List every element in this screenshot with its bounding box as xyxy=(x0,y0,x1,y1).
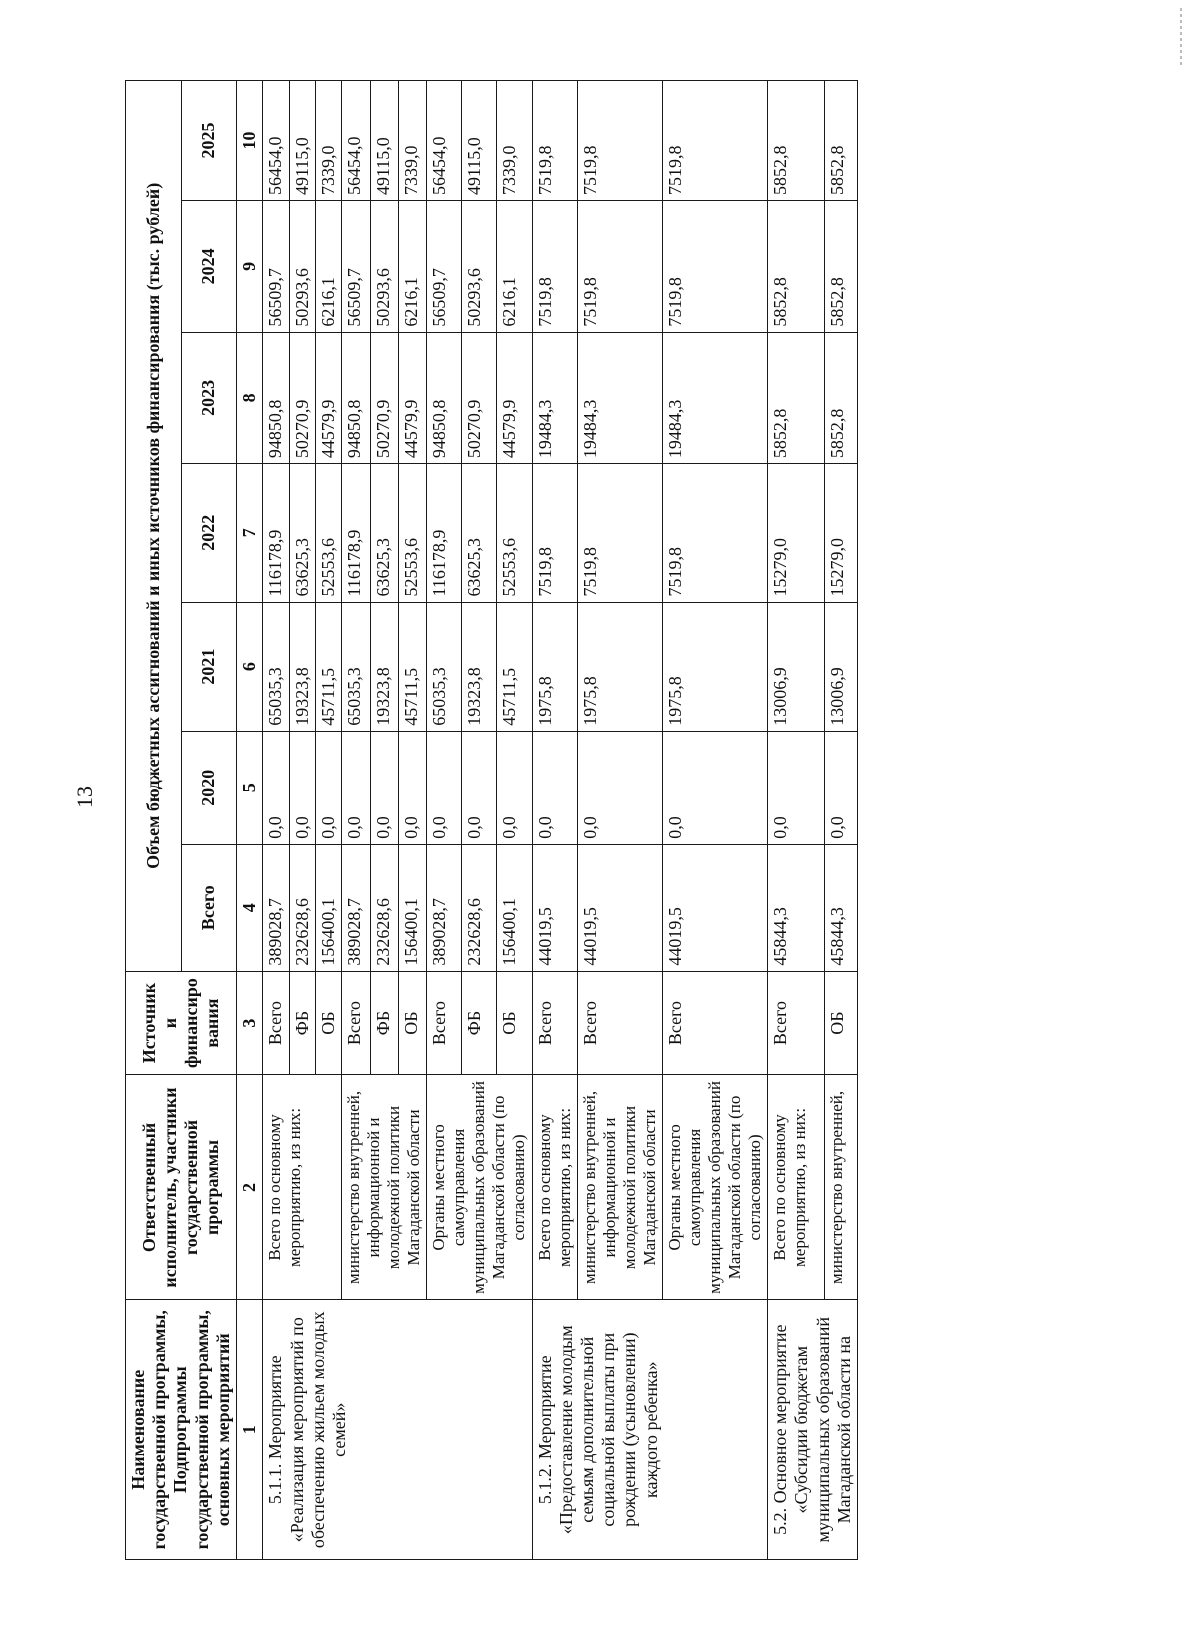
program-name-cell: 5.1.2. Мероприятие «Предоставление молодым семьям дополнительной социальной выплаты при рождении (усыновлении) каждого ребенка» xyxy=(532,1300,768,1560)
amount-cell: 45844,3 xyxy=(824,844,857,971)
amount-cell: 7519,8 xyxy=(662,201,767,333)
amount-cell: 44579,9 xyxy=(398,332,426,464)
header-executor: Ответственный исполнитель, участники государственной программы xyxy=(126,1075,237,1300)
column-index-row xyxy=(237,81,263,1560)
source-cell: ФБ xyxy=(370,971,398,1075)
column-index: 10 xyxy=(237,81,263,201)
amount-cell: 0,0 xyxy=(532,731,577,844)
amount-cell: 45711,5 xyxy=(398,602,426,731)
amount-cell: 0,0 xyxy=(289,731,315,844)
amount-cell: 49115,0 xyxy=(289,81,315,201)
header-year: Всего xyxy=(181,844,237,971)
column-index: 7 xyxy=(237,464,263,602)
amount-cell: 0,0 xyxy=(370,731,398,844)
amount-cell: 6216,1 xyxy=(497,201,532,333)
amount-cell: 0,0 xyxy=(662,731,767,844)
executor-cell: министерство внутренней, информационной и молодежной политики Магаданской области xyxy=(577,1075,662,1300)
column-index: 6 xyxy=(237,602,263,731)
amount-cell: 156400,1 xyxy=(398,844,426,971)
amount-cell: 63625,3 xyxy=(289,464,315,602)
column-index: 5 xyxy=(237,731,263,844)
amount-cell: 7519,8 xyxy=(577,201,662,333)
scan-artifact xyxy=(1180,8,1182,68)
table-row xyxy=(263,81,289,1560)
amount-cell: 44019,5 xyxy=(532,844,577,971)
column-index: 2 xyxy=(237,1075,263,1300)
amount-cell: 0,0 xyxy=(824,731,857,844)
executor-cell: министерство внутренней, xyxy=(824,1075,857,1300)
amount-cell: 50270,9 xyxy=(370,332,398,464)
column-index: 8 xyxy=(237,332,263,464)
source-cell: ОБ xyxy=(497,971,532,1075)
amount-cell: 44019,5 xyxy=(662,844,767,971)
amount-cell: 7519,8 xyxy=(532,81,577,201)
table-row xyxy=(768,81,825,1560)
amount-cell: 389028,7 xyxy=(342,844,370,971)
amount-cell: 0,0 xyxy=(577,731,662,844)
amount-cell: 56509,7 xyxy=(263,201,289,333)
source-cell: Всего xyxy=(768,971,825,1075)
header-source: Источник и финансиро вания xyxy=(126,971,237,1075)
amount-cell: 50270,9 xyxy=(289,332,315,464)
amount-cell: 5852,8 xyxy=(824,201,857,333)
amount-cell: 1975,8 xyxy=(662,602,767,731)
executor-cell: Органы местного самоуправления муниципальных образований Магаданской области (по согласованию) xyxy=(427,1075,532,1300)
header-year: 2025 xyxy=(181,81,237,201)
executor-cell: Всего по основному мероприятию, из них: xyxy=(263,1075,342,1300)
amount-cell: 1975,8 xyxy=(577,602,662,731)
column-index: 1 xyxy=(237,1300,263,1560)
source-cell: ФБ xyxy=(462,971,497,1075)
program-name-cell: 5.1.1. Мероприятие «Реализация мероприятий по обеспечению жильем молодых семей» xyxy=(263,1300,532,1560)
executor-cell: Всего по основному мероприятию, из них: xyxy=(768,1075,825,1300)
amount-cell: 156400,1 xyxy=(497,844,532,971)
executor-cell: Всего по основному мероприятию, из них: xyxy=(532,1075,577,1300)
amount-cell: 52553,6 xyxy=(315,464,341,602)
amount-cell: 15279,0 xyxy=(824,464,857,602)
executor-cell: министерство внутренней, информационной и молодежной политики Магаданской области xyxy=(342,1075,427,1300)
amount-cell: 65035,3 xyxy=(263,602,289,731)
amount-cell: 116178,9 xyxy=(427,464,462,602)
amount-cell: 63625,3 xyxy=(370,464,398,602)
header-year: 2023 xyxy=(181,332,237,464)
source-cell: Всего xyxy=(263,971,289,1075)
source-cell: ОБ xyxy=(398,971,426,1075)
amount-cell: 7519,8 xyxy=(662,81,767,201)
amount-cell: 0,0 xyxy=(427,731,462,844)
amount-cell: 0,0 xyxy=(398,731,426,844)
amount-cell: 50270,9 xyxy=(462,332,497,464)
amount-cell: 19323,8 xyxy=(462,602,497,731)
amount-cell: 94850,8 xyxy=(342,332,370,464)
amount-cell: 65035,3 xyxy=(342,602,370,731)
amount-cell: 7339,0 xyxy=(497,81,532,201)
amount-cell: 52553,6 xyxy=(497,464,532,602)
amount-cell: 45844,3 xyxy=(768,844,825,971)
source-cell: Всего xyxy=(532,971,577,1075)
amount-cell: 5852,8 xyxy=(768,81,825,201)
amount-cell: 0,0 xyxy=(497,731,532,844)
amount-cell: 116178,9 xyxy=(342,464,370,602)
amount-cell: 94850,8 xyxy=(263,332,289,464)
amount-cell: 15279,0 xyxy=(768,464,825,602)
amount-cell: 0,0 xyxy=(315,731,341,844)
page-number: 13 xyxy=(72,786,97,808)
amount-cell: 19484,3 xyxy=(662,332,767,464)
amount-cell: 0,0 xyxy=(462,731,497,844)
amount-cell: 56454,0 xyxy=(263,81,289,201)
amount-cell: 389028,7 xyxy=(263,844,289,971)
amount-cell: 44579,9 xyxy=(315,332,341,464)
executor-cell: Органы местного самоуправления муниципальных образований Магаданской области (по согласованию) xyxy=(662,1075,767,1300)
source-cell: ФБ xyxy=(289,971,315,1075)
header-year: 2021 xyxy=(181,602,237,731)
source-cell: ОБ xyxy=(315,971,341,1075)
amount-cell: 50293,6 xyxy=(289,201,315,333)
header-row xyxy=(126,81,182,1560)
amount-cell: 63625,3 xyxy=(462,464,497,602)
header-funding-group: Объем бюджетных ассигнований и иных источников финансирования (тыс. рублей) xyxy=(126,81,182,972)
amount-cell: 7519,8 xyxy=(532,201,577,333)
amount-cell: 7339,0 xyxy=(398,81,426,201)
amount-cell: 13006,9 xyxy=(768,602,825,731)
amount-cell: 5852,8 xyxy=(768,201,825,333)
amount-cell: 6216,1 xyxy=(315,201,341,333)
amount-cell: 389028,7 xyxy=(427,844,462,971)
source-cell: Всего xyxy=(342,971,370,1075)
header-year: 2024 xyxy=(181,201,237,333)
amount-cell: 232628,6 xyxy=(462,844,497,971)
amount-cell: 49115,0 xyxy=(462,81,497,201)
amount-cell: 0,0 xyxy=(263,731,289,844)
amount-cell: 0,0 xyxy=(342,731,370,844)
amount-cell: 156400,1 xyxy=(315,844,341,971)
amount-cell: 6216,1 xyxy=(398,201,426,333)
amount-cell: 5852,8 xyxy=(768,332,825,464)
financing-table xyxy=(125,80,858,1560)
amount-cell: 56509,7 xyxy=(342,201,370,333)
amount-cell: 56454,0 xyxy=(342,81,370,201)
amount-cell: 65035,3 xyxy=(427,602,462,731)
column-index: 4 xyxy=(237,844,263,971)
amount-cell: 45711,5 xyxy=(497,602,532,731)
amount-cell: 44019,5 xyxy=(577,844,662,971)
column-index: 9 xyxy=(237,201,263,333)
amount-cell: 19484,3 xyxy=(532,332,577,464)
amount-cell: 52553,6 xyxy=(398,464,426,602)
amount-cell: 49115,0 xyxy=(370,81,398,201)
source-cell: Всего xyxy=(662,971,767,1075)
amount-cell: 19323,8 xyxy=(370,602,398,731)
amount-cell: 7339,0 xyxy=(315,81,341,201)
amount-cell: 56454,0 xyxy=(427,81,462,201)
amount-cell: 50293,6 xyxy=(370,201,398,333)
amount-cell: 5852,8 xyxy=(824,81,857,201)
amount-cell: 116178,9 xyxy=(263,464,289,602)
amount-cell: 44579,9 xyxy=(497,332,532,464)
table-body xyxy=(263,81,858,1560)
amount-cell: 7519,8 xyxy=(577,81,662,201)
amount-cell: 232628,6 xyxy=(289,844,315,971)
rotated-table-container xyxy=(125,80,1125,1560)
source-cell: ОБ xyxy=(824,971,857,1075)
amount-cell: 5852,8 xyxy=(824,332,857,464)
amount-cell: 7519,8 xyxy=(662,464,767,602)
amount-cell: 232628,6 xyxy=(370,844,398,971)
amount-cell: 50293,6 xyxy=(462,201,497,333)
amount-cell: 56509,7 xyxy=(427,201,462,333)
amount-cell: 19484,3 xyxy=(577,332,662,464)
amount-cell: 0,0 xyxy=(768,731,825,844)
header-year: 2022 xyxy=(181,464,237,602)
amount-cell: 13006,9 xyxy=(824,602,857,731)
column-index: 3 xyxy=(237,971,263,1075)
header-program-name: Наименование государственной программы, Подпрограммы государственной программы, основных мероприятий xyxy=(126,1300,237,1560)
amount-cell: 94850,8 xyxy=(427,332,462,464)
table-row xyxy=(532,81,577,1560)
source-cell: Всего xyxy=(427,971,462,1075)
amount-cell: 7519,8 xyxy=(577,464,662,602)
source-cell: Всего xyxy=(577,971,662,1075)
amount-cell: 7519,8 xyxy=(532,464,577,602)
program-name-cell: 5.2. Основное мероприятие «Субсидии бюджетам муниципальных образований Магаданской области на xyxy=(768,1300,858,1560)
amount-cell: 19323,8 xyxy=(289,602,315,731)
header-year: 2020 xyxy=(181,731,237,844)
amount-cell: 1975,8 xyxy=(532,602,577,731)
amount-cell: 45711,5 xyxy=(315,602,341,731)
